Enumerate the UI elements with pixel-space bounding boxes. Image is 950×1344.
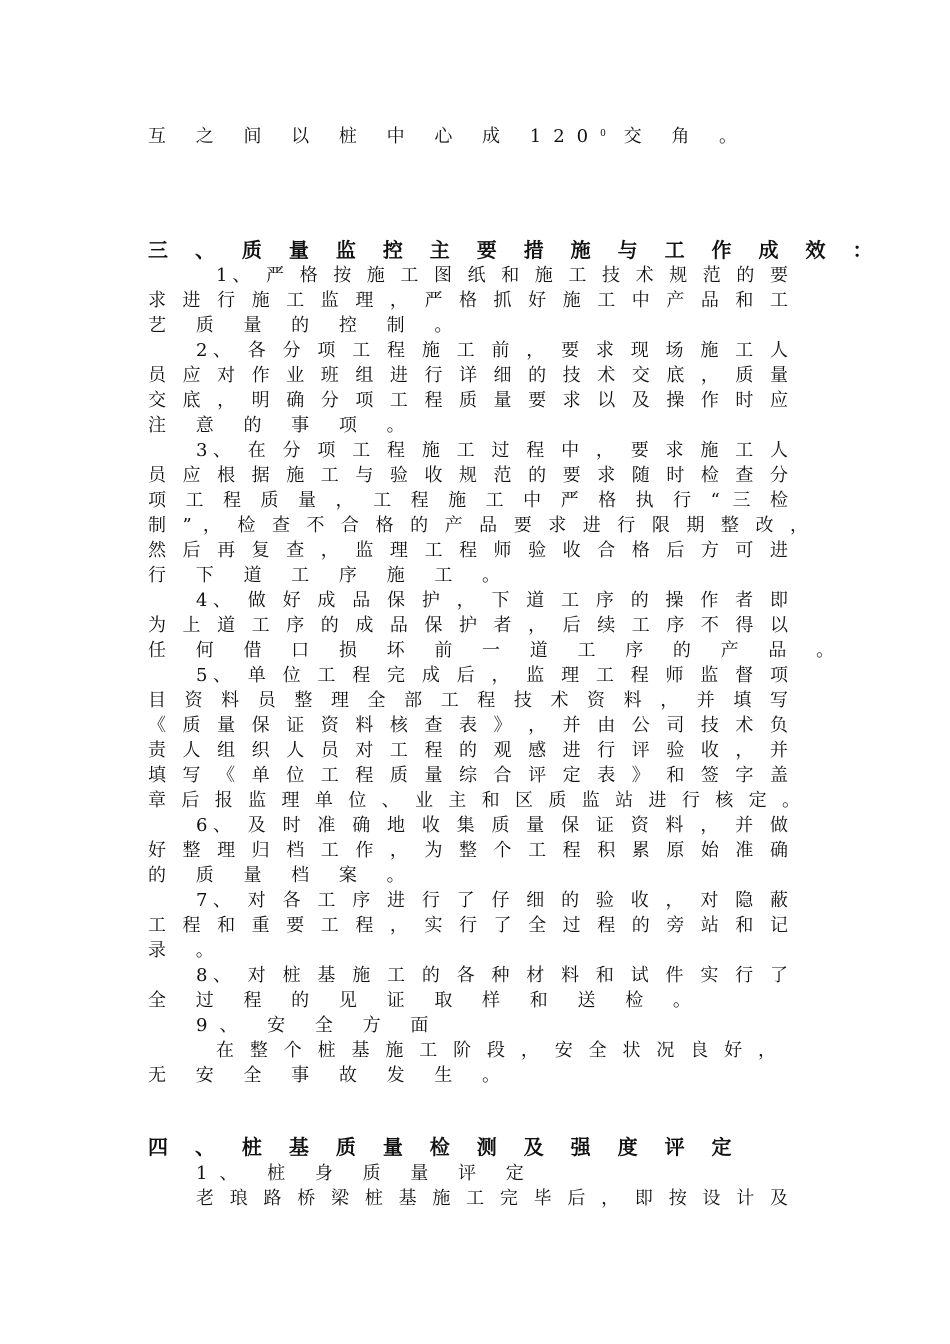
s3-line-19: 《 质 量 保 证 资 料 核 查 表 》 ， 并 由 公 司 技 术 负 <box>148 715 788 736</box>
s3-line-31: 9、 安 全 方 面 <box>196 1015 441 1036</box>
s3-line-28: 录 。 <box>148 940 226 961</box>
s3-line-24: 好 整 理 归 档 工 作 ， 为 整 个 工 程 积 累 原 始 准 确 <box>148 840 788 861</box>
s3-line-11: 制 ” ， 检 查 不 合 格 的 产 品 要 求 进 行 限 期 整 改 ， <box>148 515 808 536</box>
s3-line-33: 无 安 全 事 故 发 生 。 <box>148 1065 513 1086</box>
s3-line-17: 5、 单 位 工 程 完 成 后 ， 监 理 工 程 师 监 督 项 <box>196 665 788 686</box>
s3-line-27: 工 程 和 重 要 工 程 ， 实 行 了 全 过 程 的 旁 站 和 记 <box>148 915 788 936</box>
s3-line-18: 目 资 料 员 整 理 全 部 工 程 技 术 资 料 ， 并 填 写 <box>148 690 788 711</box>
s4-line-1: 1、 桩 身 质 量 评 定 <box>196 1163 536 1184</box>
s3-line-22: 章 后 报 监 理 单 位 、 业 主 和 区 质 监 站 进 行 核 定 。 <box>148 790 800 811</box>
s3-line-7: 注 意 的 事 项 。 <box>148 415 417 436</box>
s3-line-15: 为 上 道 工 序 的 成 品 保 护 者 ， 后 续 工 序 不 得 以 <box>148 615 788 636</box>
s3-line-16: 任 何 借 口 损 坏 前 一 道 工 序 的 产 品 。 <box>148 640 847 661</box>
s3-line-8: 3、 在 分 项 工 程 施 工 过 程 中 ， 要 求 施 工 人 <box>196 440 788 461</box>
s3-line-32: 在 整 个 桩 基 施 工 阶 段 ， 安 全 状 况 良 好 ， <box>216 1040 776 1061</box>
s3-line-20: 责 人 组 织 人 员 对 工 程 的 观 感 进 行 评 验 收 ， 并 <box>148 740 788 761</box>
s3-line-25: 的 质 量 档 案 。 <box>148 865 417 886</box>
s3-line-1: 1、 严 格 按 施 工 图 纸 和 施 工 技 术 规 范 的 要 <box>216 265 788 286</box>
s3-line-9: 员 应 根 据 施 工 与 验 收 规 范 的 要 求 随 时 检 查 分 <box>148 465 788 486</box>
intro-text: 互 之 间 以 桩 中 心 成 120 <box>148 126 601 147</box>
s3-line-2: 求 进 行 施 工 监 理 ， 严 格 抓 好 施 工 中 产 品 和 工 <box>148 290 788 311</box>
s3-line-4: 2、 各 分 项 工 程 施 工 前 ， 要 求 现 场 施 工 人 <box>196 340 788 361</box>
intro-text-end: 交 角 。 <box>623 126 750 147</box>
s3-line-30: 全 过 程 的 见 证 取 样 和 送 检 。 <box>148 990 703 1011</box>
s3-line-14: 4、 做 好 成 品 保 护 ， 下 道 工 序 的 操 作 者 即 <box>196 590 788 611</box>
s3-line-10: 项 工 程 质 量 ， 工 程 施 工 中 严 格 执 行 “ 三 检 <box>148 490 789 511</box>
s3-line-6: 交 底 ， 明 确 分 项 工 程 质 量 要 求 以 及 操 作 时 应 <box>148 390 788 411</box>
s3-line-26: 7、 对 各 工 序 进 行 了 仔 细 的 验 收 ， 对 隐 蔽 <box>196 890 788 911</box>
degree-superscript: 0 <box>600 129 606 139</box>
s3-line-5: 员 应 对 作 业 班 组 进 行 详 细 的 技 术 交 底 ， 质 量 <box>148 365 788 386</box>
s3-line-29: 8、 对 桩 基 施 工 的 各 种 材 料 和 试 件 实 行 了 <box>196 965 788 986</box>
s3-line-21: 填 写 《 单 位 工 程 质 量 综 合 评 定 表 》 和 签 字 盖 <box>148 765 788 786</box>
s3-line-23: 6、 及 时 准 确 地 收 集 质 量 保 证 资 料 ， 并 做 <box>196 815 788 836</box>
s3-line-12: 然 后 再 复 查 ， 监 理 工 程 师 验 收 合 格 后 方 可 进 <box>148 540 788 561</box>
section-3-heading: 三 、 质 量 监 控 主 要 措 施 与 工 作 成 效 ： <box>148 238 883 262</box>
s4-line-2: 老 琅 路 桥 梁 桩 基 施 工 完 毕 后 ， 即 按 设 计 及 <box>196 1188 788 1209</box>
s3-line-3: 艺 质 量 的 控 制 。 <box>148 315 465 336</box>
intro-line <box>148 124 788 149</box>
s3-line-13: 行 下 道 工 序 施 工 。 <box>148 565 513 586</box>
section-4-heading: 四 、 桩 基 质 量 检 测 及 强 度 评 定 <box>148 1135 742 1159</box>
